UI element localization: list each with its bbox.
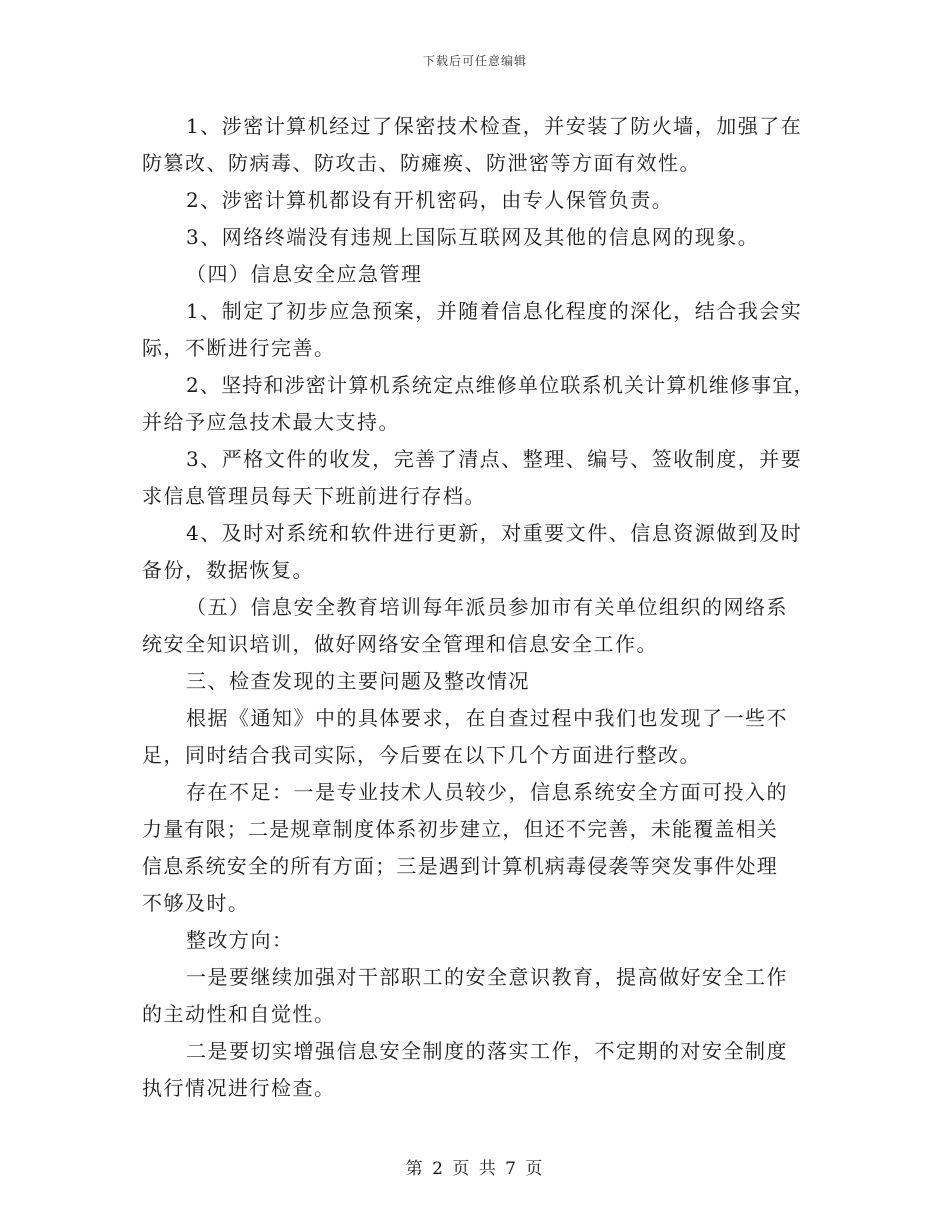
document-body: [142, 108, 822, 1107]
paragraph-line: 3、网络终端没有违规上国际互联网及其他的信息网的现象。: [186, 225, 760, 249]
paragraph-line: 求信息管理员每天下班前进行存档。: [142, 484, 486, 508]
paragraph-line: 4、及时对系统和软件进行更新，对重要文件、信息资源做到及时: [186, 521, 803, 545]
section-heading: 三、检查发现的主要问题及整改情况: [186, 669, 530, 693]
paragraph-line: 备份，数据恢复。: [142, 558, 314, 582]
paragraph-line: 根据《通知》中的具体要求，在自查过程中我们也发现了一些不: [186, 706, 788, 730]
page-number: 第 2 页 共 7 页: [405, 1159, 545, 1179]
paragraph-line: 信息系统安全的所有方面；三是遇到计算机病毒侵袭等突发事件处理: [142, 854, 778, 878]
paragraph-line: 一是要继续加强对干部职工的安全意识教育，提高做好安全工作: [186, 965, 788, 989]
paragraph-line: 际，不断进行完善。: [142, 336, 336, 360]
page-header: 下载后可任意编辑: [422, 54, 527, 68]
paragraph-line: 力量有限；二是规章制度体系初步建立，但还不完善，未能覆盖相关: [142, 817, 778, 841]
paragraph-line: 整改方向：: [186, 928, 294, 952]
paragraph-line: 执行情况进行检查。: [142, 1076, 336, 1100]
paragraph-line: 3、严格文件的收发，完善了清点、整理、编号、签收制度，并要: [186, 447, 803, 471]
paragraph-line: 不够及时。: [142, 891, 250, 915]
paragraph-line: 统安全知识培训，做好网络安全管理和信息安全工作。: [142, 632, 658, 656]
paragraph-line: 1、制定了初步应急预案，并随着信息化程度的深化，结合我会实: [186, 299, 803, 323]
paragraph-line: 防篡改、防病毒、防攻击、防瘫痪、防泄密等方面有效性。: [142, 151, 701, 175]
paragraph-line: 二是要切实增强信息安全制度的落实工作，不定期的对安全制度: [186, 1039, 788, 1063]
paragraph-line: 2、涉密计算机都设有开机密码，由专人保管负责。: [186, 188, 674, 212]
paragraph-line: 存在不足：一是专业技术人员较少，信息系统安全方面可投入的: [186, 780, 788, 804]
paragraph-line: 1、涉密计算机经过了保密技术检查，并安装了防火墙，加强了在: [186, 114, 803, 138]
paragraph-line: 的主动性和自觉性。: [142, 1002, 336, 1026]
paragraph-line: 并给予应急技术最大支持。: [142, 410, 400, 434]
paragraph-line: 2、坚持和涉密计算机系统定点维修单位联系机关计算机维修事宜，: [186, 373, 815, 397]
section-heading: （四）信息安全应急管理: [186, 262, 423, 286]
paragraph-line: 足，同时结合我司实际，今后要在以下几个方面进行整改。: [142, 743, 701, 767]
section-heading: （五）信息安全教育培训每年派员参加市有关单位组织的网络系: [186, 595, 788, 619]
